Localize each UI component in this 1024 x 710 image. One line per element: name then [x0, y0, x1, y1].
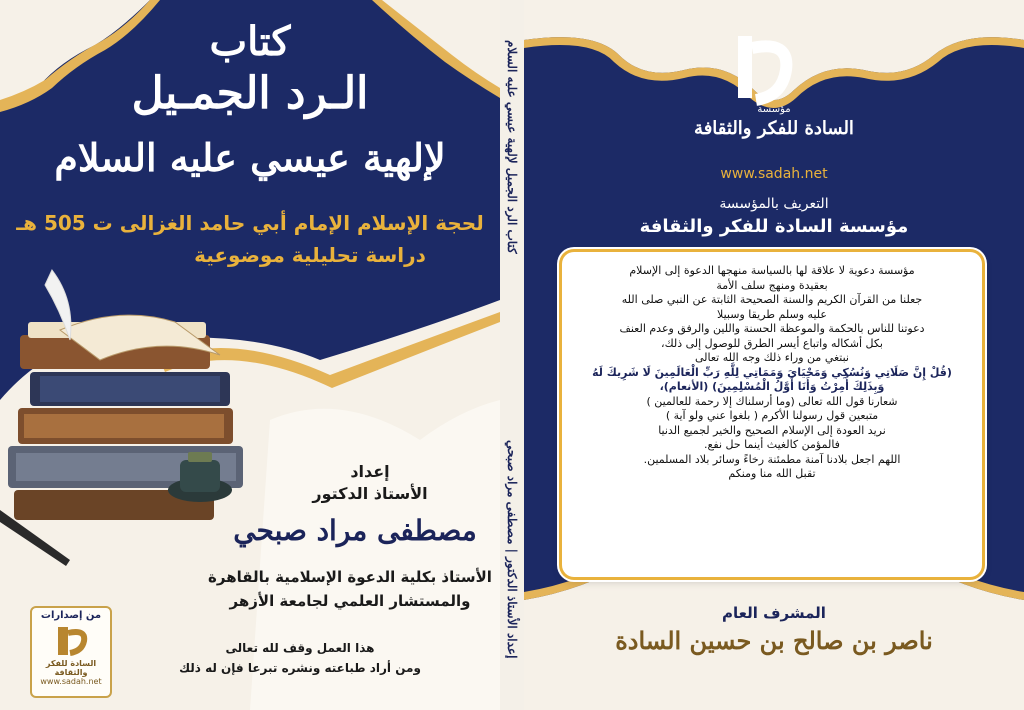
about-paragraph: اللهم اجعل بلادنا آمنة مطمئنة رخاءً وسائر بلاد المسلمين.	[643, 452, 901, 466]
about-text-box	[562, 252, 982, 577]
supervisor-label: المشرف العام	[722, 604, 826, 622]
supervisor-name: ناصر بن صالح بن حسين السادة	[615, 626, 933, 655]
quran-verse-line-1: (قُلْ إِنَّ صَلَاتِي وَنُسُكِي وَمَحْيَايَ وَمَمَاتِي لِلَّهِ رَبِّ الْعَالَمِينَ لَا شَرِيكَ لَهُ	[592, 365, 952, 379]
org-logo-caption: السادة للفكر والثقافة	[694, 118, 854, 139]
author-name: مصطفى مراد صبحي	[233, 514, 477, 547]
publisher-logo-box	[30, 606, 112, 698]
author-title-2: والمستشار العلمي لجامعة الأزهر	[229, 592, 471, 610]
about-paragraph: فالمؤمن كالغيث أينما حل نفع.	[704, 438, 840, 451]
publisher-label: من إصدارات	[40, 610, 102, 621]
publisher-logo-icon	[34, 623, 108, 659]
spine-author: إعداد الأستاذ الدكتور | مصطفى مراد صبحي	[505, 440, 519, 659]
about-paragraph: دعوتنا للناس بالحكمة والموعظة الحسنة واللين والرفق وعدم العنف	[619, 322, 925, 335]
book-subtitle-2: دراسة تحليلية موضوعية	[194, 243, 426, 267]
book-title: الـرد الجمـيل	[131, 68, 369, 119]
prepared-by-label: إعداد	[350, 462, 390, 481]
spine-text	[505, 40, 519, 680]
book-label: كتاب	[209, 18, 291, 65]
about-paragraph: عليه وسلم طريقا وسبيلا	[717, 307, 827, 321]
quran-verse-line-2: وَبِذَلِكَ أُمِرْتُ وَأَنَا أَوَّلُ الْمُسْلِمِينَ) (الأنعام)،	[659, 380, 885, 393]
waqf-line-2: ومن أراد طباعته ونشره تبرعا فإن له ذلك	[179, 661, 421, 675]
author-title-1: الأستاذ بكلية الدعوة الإسلامية بالقاهرة	[208, 568, 492, 586]
publisher-name: السادة للفكر والثقافة	[45, 659, 97, 677]
front-cover	[0, 0, 500, 710]
about-label: التعريف بالمؤسسة	[719, 196, 829, 212]
about-paragraph: شعارنا قول الله تعالى (وما أرسلناك إلا رحمة للعالمين )	[646, 394, 898, 408]
about-paragraph: جعلنا من القرآن الكريم والسنة الصحيحة الثابتة عن النبي صلى الله	[621, 293, 923, 306]
about-paragraph: تقبل الله منا ومنكم	[728, 467, 816, 480]
org-name: مؤسسة السادة للفكر والثقافة	[639, 216, 909, 237]
org-logo-caption-small: مؤسسة	[757, 104, 791, 115]
about-paragraph: بعقيدة ومنهج سلف الأمة	[716, 278, 828, 292]
about-paragraph: نريد العودة إلى الإسلام الصحيح والخير لجميع الدنيا	[658, 423, 886, 437]
publisher-url: www.sadah.net	[40, 677, 102, 686]
about-paragraph: بكل أشكاله واتباع أيسر الطرق للوصول إلى ذلك،	[661, 336, 883, 350]
book-subtitle: لحجة الإسلام الإمام أبي حامد الغزالى ت 505 هـ	[16, 211, 484, 235]
about-paragraph: مؤسسة دعوية لا علاقة لها بالسياسة منهجها الدعوة إلى الإسلام	[629, 264, 915, 277]
professor-label: الأستاذ الدكتور	[312, 484, 428, 503]
about-paragraph: متبعين قول رسولنا الأكرم ( بلغوا عني ولو آية )	[665, 409, 879, 422]
spine-title: كتاب الرد الجميل لإلهية عيسي عليه السلام	[505, 40, 519, 254]
about-paragraph: نبتغي من وراء ذلك وجه الله تعالى	[695, 351, 849, 364]
waqf-line-1: هذا العمل وقف لله تعالى	[225, 641, 375, 655]
org-url: www.sadah.net	[720, 166, 828, 182]
book-title-line2: لإلهية عيسي عليه السلام	[54, 135, 446, 180]
